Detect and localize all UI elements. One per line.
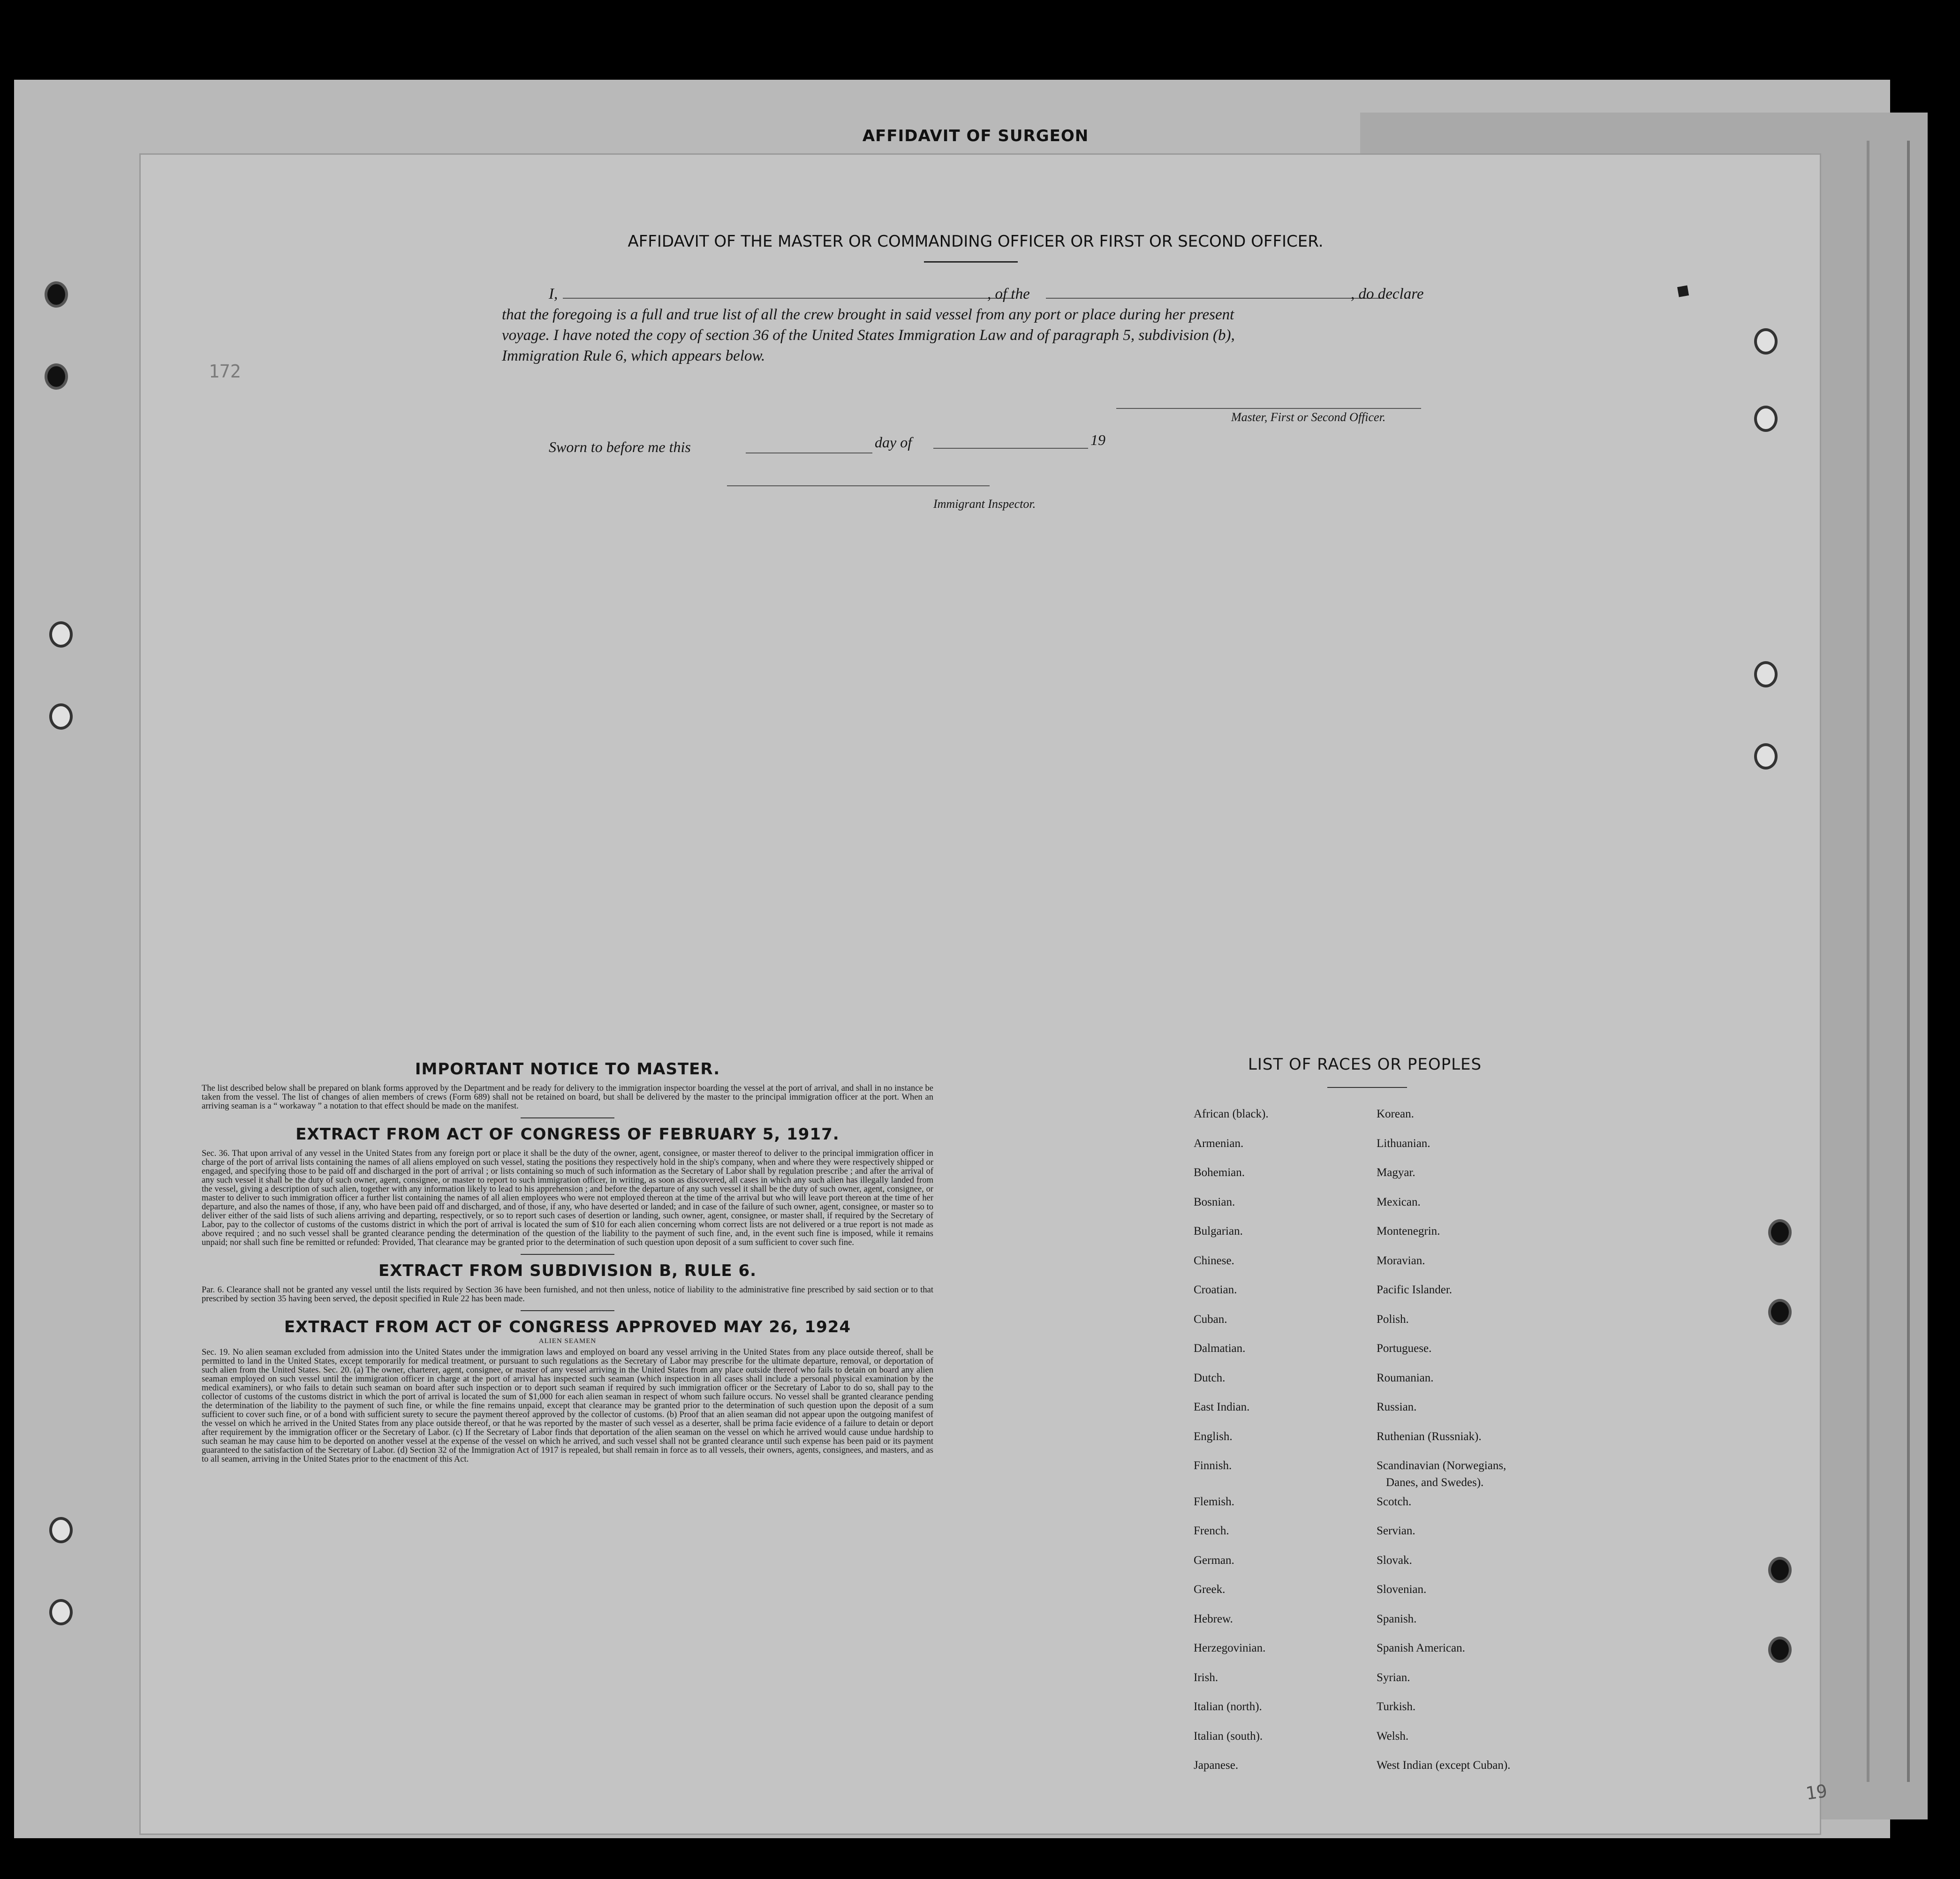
race-item: Roumanian. — [1377, 1371, 1434, 1384]
race-item: French. — [1194, 1524, 1229, 1537]
notice-title: IMPORTANT NOTICE TO MASTER. — [415, 1060, 720, 1079]
handwritten-number: 19 — [1804, 1781, 1829, 1804]
race-item: West Indian (except Cuban). — [1377, 1759, 1511, 1772]
race-item: Cuban. — [1194, 1313, 1227, 1326]
race-item: Bohemian. — [1194, 1166, 1245, 1179]
race-item: German. — [1194, 1554, 1234, 1567]
punch-hole — [49, 703, 73, 730]
affidavit-line: that the foregoing is a full and true list of all the crew brought in said vessel from any port or place during her present — [502, 306, 1234, 323]
race-item: Scandinavian (Norwegians, — [1377, 1459, 1506, 1472]
race-item: Armenian. — [1194, 1137, 1244, 1150]
sworn-label: Sworn to before me this — [549, 438, 691, 455]
divider — [521, 1117, 614, 1118]
race-item: Ruthenian (Russniak). — [1377, 1430, 1482, 1443]
race-item: Slovenian. — [1377, 1583, 1427, 1596]
race-item: Italian (north). — [1194, 1700, 1262, 1713]
race-item: Finnish. — [1194, 1459, 1232, 1472]
legal-extracts — [202, 1060, 933, 1464]
punch-hole — [49, 621, 73, 648]
race-item: Pacific Islander. — [1377, 1283, 1453, 1296]
race-item: Syrian. — [1377, 1671, 1410, 1684]
race-item: Irish. — [1194, 1671, 1218, 1684]
punch-hole — [1768, 1299, 1792, 1325]
race-item: Chinese. — [1194, 1254, 1234, 1267]
divider — [521, 1254, 614, 1255]
race-item: Welsh. — [1377, 1729, 1409, 1743]
race-item: Dutch. — [1194, 1371, 1226, 1384]
extract-1917-title: EXTRACT FROM ACT OF CONGRESS OF FEBRUARY 5, 1917. — [295, 1125, 840, 1144]
name-blank[interactable] — [563, 298, 1013, 299]
races-divider — [1327, 1087, 1407, 1088]
race-item: Slovak. — [1377, 1554, 1412, 1567]
race-item: Bulgarian. — [1194, 1225, 1243, 1238]
race-item: Korean. — [1377, 1108, 1414, 1120]
punch-hole — [1754, 661, 1778, 687]
affidavit-line: voyage. I have noted the copy of section 36 of the United States Immigration Law and of paragraph 5, subdivision (b), — [502, 327, 1235, 344]
page-edge-lines — [1867, 141, 1910, 1782]
race-item: Polish. — [1377, 1313, 1409, 1326]
race-item: Turkish. — [1377, 1700, 1416, 1713]
punch-hole — [1768, 1219, 1792, 1245]
race-item: Greek. — [1194, 1583, 1226, 1596]
extract-rule6-text: Par. 6. Clearance shall not be granted any vessel until the lists required by Section 36 have been furnished, and not then unless, notice of liability to the administrative fine prescribed by said section or to that prescribed by section 35 having been served, the deposit specified in Rule 22 has been made. — [202, 1285, 933, 1304]
affidavit-title: AFFIDAVIT OF THE MASTER OR COMMANDING OFFICER OR FIRST OR SECOND OFFICER. — [628, 232, 1324, 251]
race-item: Spanish American. — [1377, 1642, 1465, 1654]
races-title: LIST OF RACES OR PEOPLES — [1248, 1055, 1482, 1074]
extract-1924-text: Sec. 19. No alien seaman excluded from admission into the United States under the immigration laws and employed on board any vessel arriving in the United States from any place outside thereof, shall be permitted to land in the United States, except temporarily for medical treatment, or pursuant to such regulations as the Secretary of Labor may prescribe for the ultimate departure, removal, or deportation of such alien from the United States. Sec. 20. (a) The owner, charterer, agent, consignee, or master of any vessel arriving in the United States from any place outside thereof who fails to detain on board any alien seaman employed on such vessel until the immigration officer in charge at the port of arrival has inspected such seaman (which inspection in all cases shall include a personal physical examination by the medical examiners), or who fails to detain such seaman on board after such inspection or to deport such seaman if required by such immigration officer or the Secretary of Labor to do so, shall pay to the collector of customs of the customs district in which the port of arrival is located the sum of $1,000 for each alien seaman in respect of whom such failure occurs. No vessel shall be granted clearance pending the determination of the liability to the payment of such fine, or while the fine remains unpaid, except that clearance may be granted prior to the determination of such question upon the deposit of a sum sufficient to cover such fine, or of a bond with sufficient surety to secure the payment thereof approved by the collector of customs. (b) Proof that an alien seaman did not appear upon the outgoing manifest of the vessel on which he arrived in the United States from any place outside thereof, or that he was reported by the master of such vessel as a deserter, shall be prima facie evidence of a failure to detain or deport after requirement by the immigration officer or the Secretary of Labor. (c) If the Secretary of Labor finds that deportation of the alien seaman on the vessel on which he arrived would cause undue hardship to such seaman he may cause him to be deported on another vessel at the expense of the vessel on which he arrived, and such vessel shall not be granted clearance until such expense has been paid or its payment guaranteed to the satisfaction of the Secretary of Labor. (d) Section 32 of the Immigration Act of 1917 is repealed, but shall remain in force as to all vessels, their owners, agents, consignees, and masters, and as to all seamen, arriving in the United States prior to the enactment of this Act. — [202, 1348, 933, 1464]
race-item: Bosnian. — [1194, 1195, 1235, 1208]
i-label: I, — [549, 286, 558, 302]
race-item: Montenegrin. — [1377, 1225, 1440, 1238]
punch-hole — [49, 1517, 73, 1543]
race-item: Herzegovinian. — [1194, 1642, 1266, 1654]
vessel-blank[interactable] — [1046, 298, 1384, 299]
officer-signature-label: Master, First or Second Officer. — [1231, 410, 1386, 424]
extract-1924-subtitle: ALIEN SEAMEN — [538, 1337, 597, 1345]
punch-hole — [1768, 1637, 1792, 1663]
punch-hole — [1754, 328, 1778, 355]
punch-hole — [45, 281, 68, 308]
race-item: Magyar. — [1377, 1166, 1415, 1179]
sworn-month-blank[interactable] — [933, 448, 1088, 449]
race-item: Lithuanian. — [1377, 1137, 1430, 1150]
race-item: Portuguese. — [1377, 1342, 1432, 1355]
year-label: 19 — [1090, 431, 1105, 448]
race-item: Scotch. — [1377, 1495, 1412, 1508]
race-item: Italian (south). — [1194, 1729, 1263, 1743]
punch-hole — [1768, 1557, 1792, 1583]
race-item: Dalmatian. — [1194, 1342, 1246, 1355]
race-item: East Indian. — [1194, 1401, 1250, 1413]
inspector-signature-line[interactable] — [727, 485, 990, 486]
race-item: Moravian. — [1377, 1254, 1425, 1267]
punch-hole — [49, 1599, 73, 1625]
handwritten-number: 172 — [209, 361, 241, 382]
inspector-label: Immigrant Inspector. — [933, 497, 1036, 511]
race-item: African (black). — [1194, 1108, 1269, 1120]
race-item: Croatian. — [1194, 1283, 1237, 1296]
race-continuation: Danes, and Swedes). — [1386, 1476, 1484, 1489]
title-rule — [924, 261, 1018, 263]
race-item: Spanish. — [1377, 1612, 1417, 1625]
punch-hole — [45, 363, 68, 390]
punch-hole — [1754, 406, 1778, 432]
punch-hole — [1754, 743, 1778, 770]
affidavit-sheet — [141, 155, 1820, 1834]
race-item: Hebrew. — [1194, 1612, 1233, 1625]
affidavit-text — [502, 284, 1459, 366]
race-item: Servian. — [1377, 1524, 1415, 1537]
extract-1924-title: EXTRACT FROM ACT OF CONGRESS APPROVED MAY 26, 1924 — [284, 1318, 851, 1336]
race-item: Japanese. — [1194, 1759, 1239, 1772]
race-item: Flemish. — [1194, 1495, 1234, 1508]
notice-text: The list described below shall be prepared on blank forms approved by the Department and be ready for delivery to the immigration inspector boarding the vessel at the port of arrival, and shall in no instance be taken from the vessel. The list of changes of alien members of crews (Form 689) shall not be retained on board, but shall be delivered by the master to the principal immigration officer at the port. When an arriving seaman is a “ workaway ” a notation to that effect should be made on the manifest. — [202, 1084, 933, 1111]
race-item: Russian. — [1377, 1401, 1417, 1413]
margin-mark: ◆ — [1672, 277, 1696, 303]
extract-rule6-title: EXTRACT FROM SUBDIVISION B, RULE 6. — [378, 1261, 757, 1280]
extract-1917-text: Sec. 36. That upon arrival of any vessel in the United States from any foreign port or place it shall be the duty of the owner, agent, consignee, or master thereof to deliver to the principal immigration officer in charge of the port of arrival lists containing the names of all aliens employed on such vessel, stating the positions they respectively hold in the ship's company, when and where they were respectively shipped or engaged, and specifying those to be paid off and discharged in the port of arrival ; or lists containing so much of such information as the Secretary of Labor shall by regulation prescribe ; and after the arrival of any such vessel it shall be the duty of such owner, agent, consignee, or master to report to such immigration officer, in writing, as soon as discovered, all cases in which any such alien has illegally landed from the vessel, giving a description of such alien, together with any information likely to lead to his apprehension ; and before the departure of any such vessel it shall be the duty of such owner, agent, consignee, or master to deliver to such immigration officer a further list containing the names of all alien employees who were not employed thereon at the time of the arrival but who will leave port thereon at the time of her departure, and also the names of those, if any, who have been paid off and discharged, and of those, if any, who have deserted or landed; and in case of the failure of such owner, agent, consignee, or master so to deliver either of the said lists of such aliens arriving and departing, respectively, or so to report such cases of desertion or landing, such owner, agent, consignee, or master shall, if required by the Secretary of Labor, pay to the collector of customs of the customs district in which the port of arrival is located the sum of $10 for each alien concerning whom correct lists are not delivered or a true report is not made as above required ; and no such vessel shall be granted clearance pending the determination of the question of the liability to the payment of such fine, and, in the event such fine is imposed, while it remains unpaid; nor shall such fine be remitted or refunded: Provided, That clearance may be granted prior to the determination of such question upon deposit of a sum sufficient to cover such fine. — [202, 1149, 933, 1247]
surgeon-affidavit-title: AFFIDAVIT OF SURGEON — [862, 127, 1089, 145]
do-declare-label: , do declare — [1351, 286, 1424, 302]
of-the-label: , of the — [987, 286, 1030, 302]
race-item: English. — [1194, 1430, 1233, 1443]
race-item: Mexican. — [1377, 1195, 1421, 1208]
affidavit-line: Immigration Rule 6, which appears below. — [502, 347, 765, 364]
divider — [521, 1310, 614, 1311]
officer-signature-line[interactable] — [1116, 408, 1421, 409]
day-of-label: day of — [875, 434, 912, 451]
